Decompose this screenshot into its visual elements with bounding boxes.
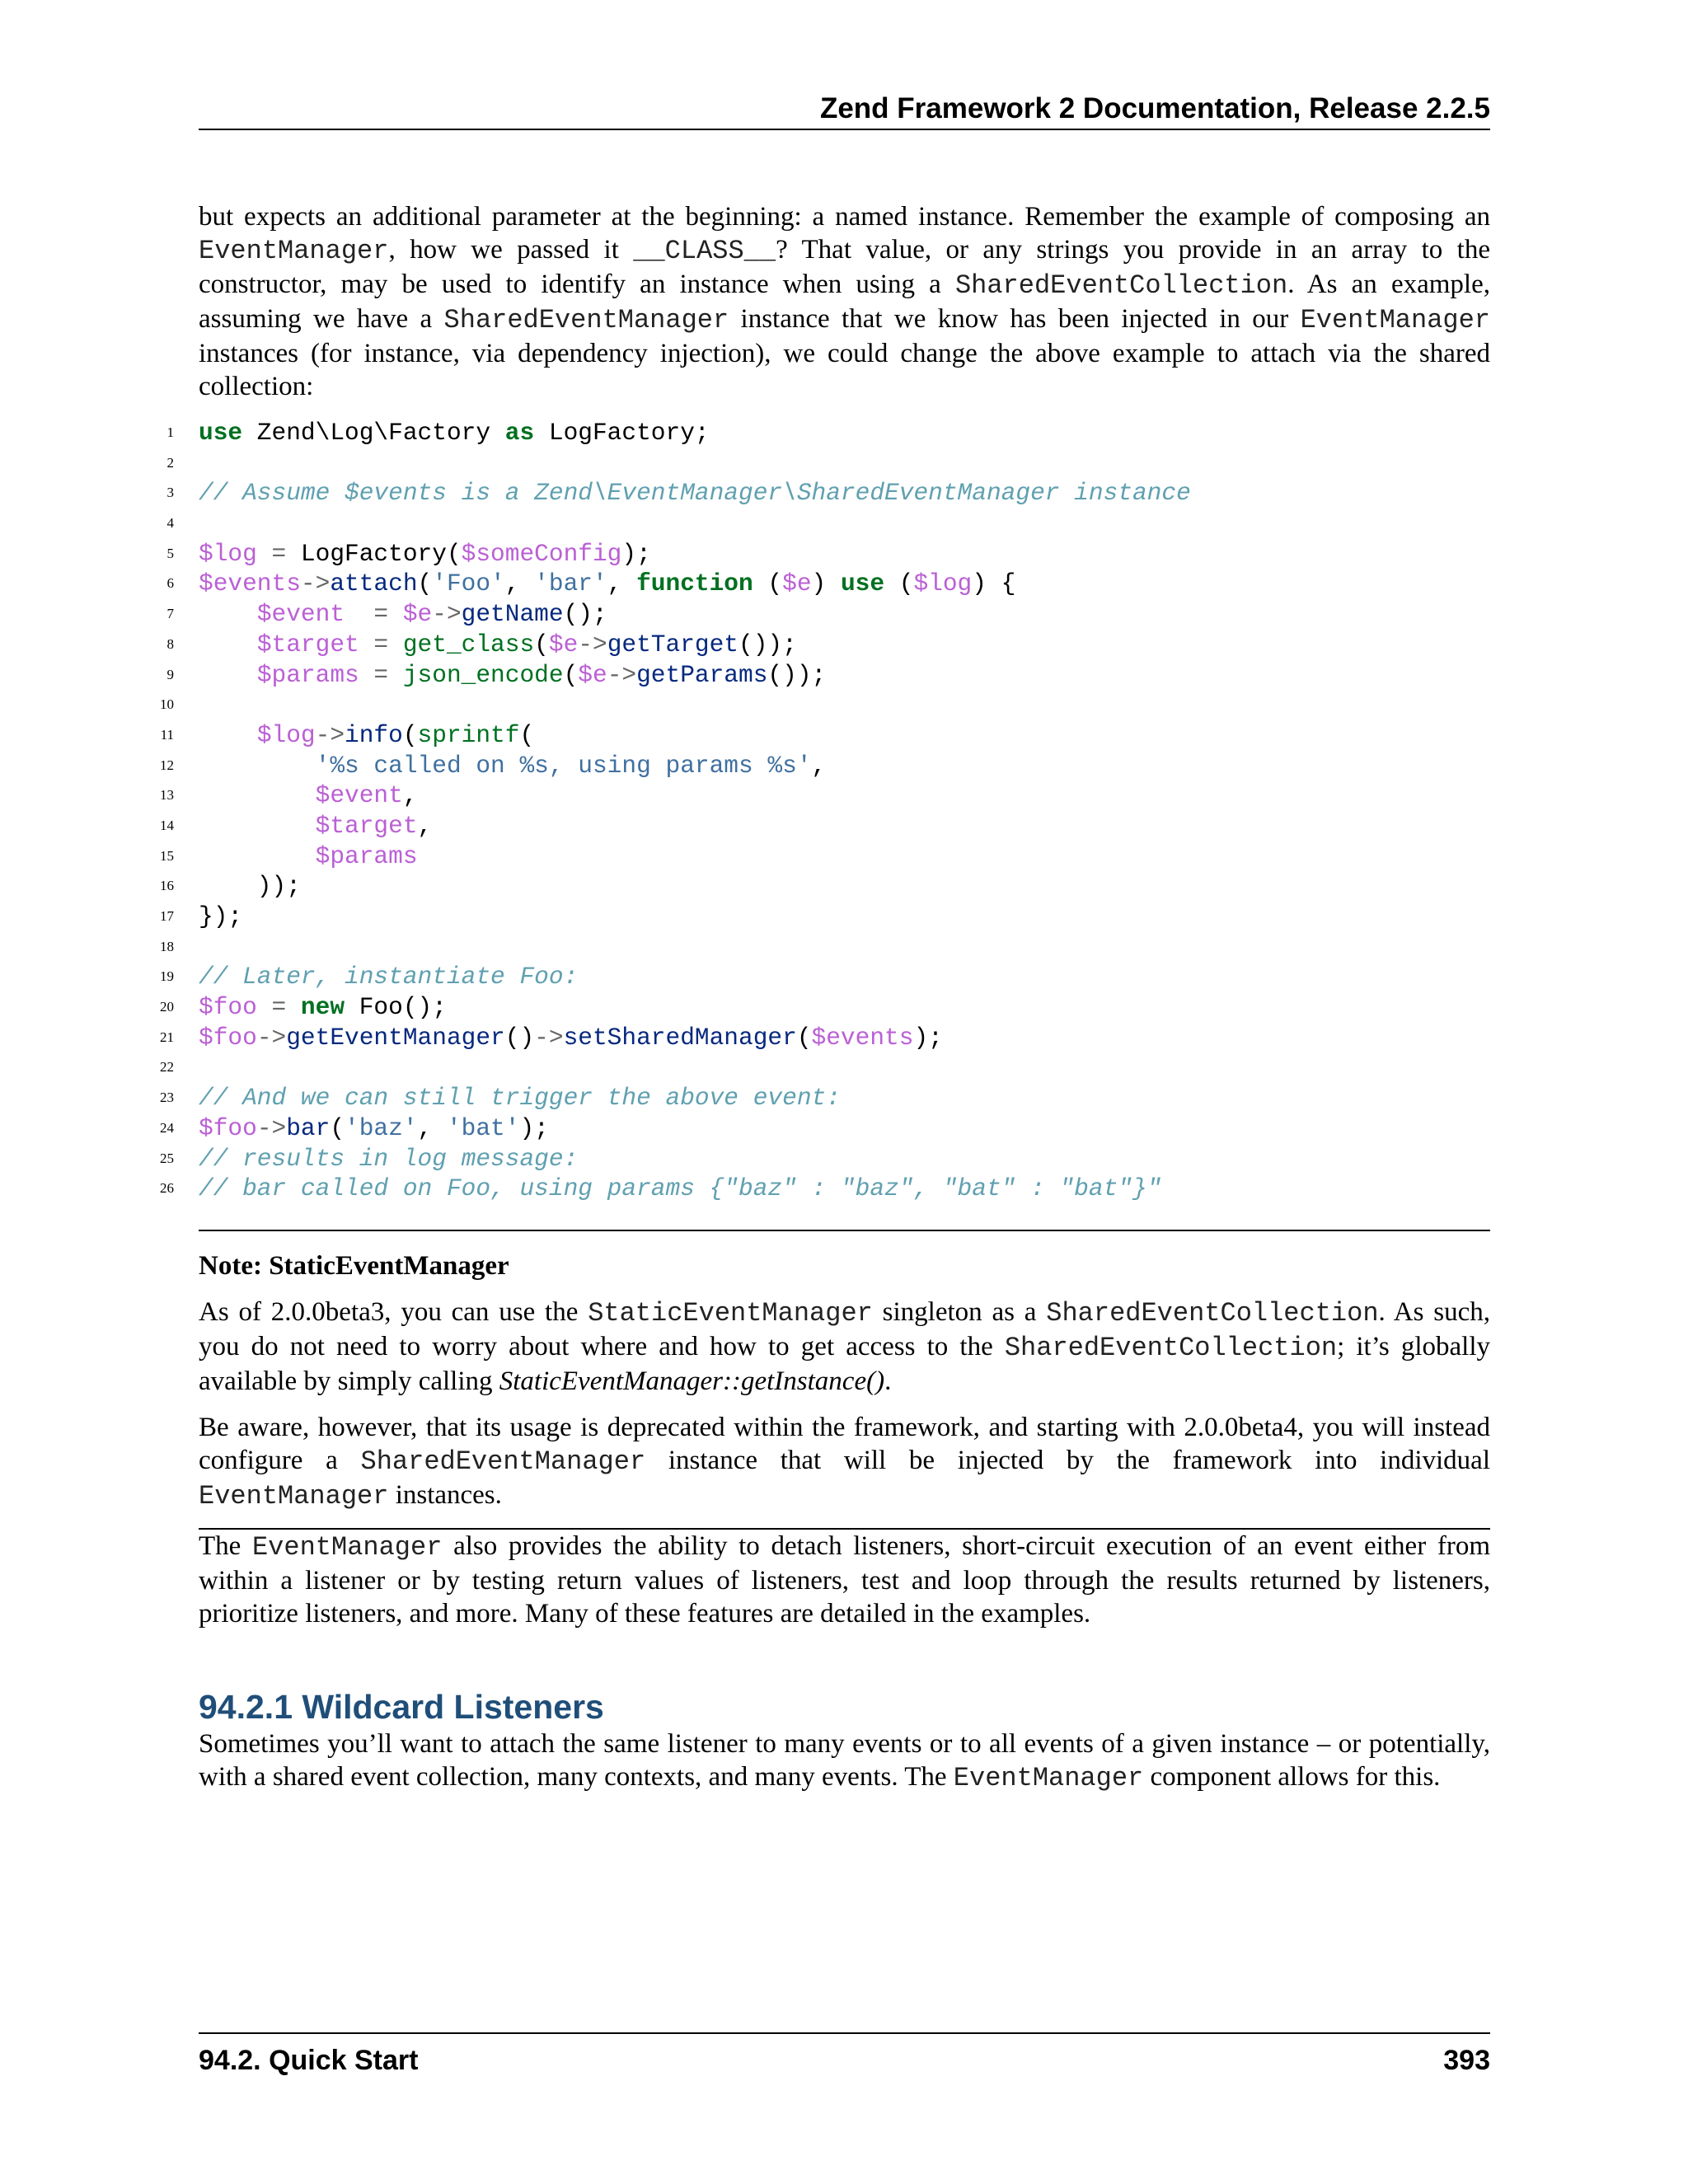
page-body — [160, 200, 1490, 1795]
line-number: 16 — [160, 878, 174, 894]
code-token: $event — [256, 600, 345, 629]
code-token: getEventManager — [286, 1023, 505, 1052]
text-run: Sometimes you’ll want to attach the same listener to many events or to all events of a given instance – or potentially, with a shared event collection, many contexts, and many events. The — [199, 1728, 1490, 1792]
code-token: ()); — [738, 630, 797, 658]
code-token: = — [359, 660, 403, 689]
line-number: 19 — [160, 968, 174, 985]
code-token: 'bar' — [534, 569, 607, 598]
code-token: setSharedManager — [563, 1023, 797, 1052]
code-token: bar — [286, 1113, 331, 1142]
code-token: , — [504, 569, 535, 598]
code-token: )); — [199, 872, 301, 901]
text-run: component allows for this. — [1143, 1761, 1441, 1792]
line-number: 3 — [166, 485, 174, 501]
line-number: 24 — [160, 1119, 174, 1136]
code-token: ); — [913, 1023, 943, 1052]
code-token: , — [417, 1113, 447, 1142]
section-heading: 94.2.1 Wildcard Listeners — [199, 1687, 604, 1726]
inline-code: SharedEventManager — [443, 305, 729, 335]
inline-code: SharedEventCollection — [1004, 1332, 1338, 1363]
text-run: instance that we know has been injected in our — [729, 304, 1301, 334]
line-number: 5 — [166, 545, 174, 561]
inline-code: SharedEventCollection — [954, 270, 1288, 301]
code-line — [166, 630, 1490, 660]
code-token: $params — [315, 841, 418, 870]
code-line — [166, 539, 1490, 569]
intro-paragraph — [199, 200, 1490, 403]
code-token: as — [504, 419, 535, 447]
code-line — [160, 871, 1490, 902]
code-line — [160, 932, 1490, 963]
inline-code: EventManager — [199, 1480, 389, 1511]
text-run: Be aware, however, that its usage is deprecated within the framework, and starting with 2.0.0beta4, you will instead configure a — [199, 1412, 1490, 1475]
code-line — [166, 599, 1490, 630]
code-token: $foo — [199, 1113, 257, 1142]
code-line — [160, 962, 1490, 992]
footer-section: 94.2. Quick Start — [199, 2045, 419, 2076]
code-token: $events — [199, 569, 301, 598]
note-box — [199, 1230, 1490, 1530]
note-paragraph — [199, 1411, 1490, 1513]
inline-code: EventManager — [1300, 305, 1490, 335]
code-token: ()); — [767, 660, 827, 689]
code-comment: // Later, instantiate Foo: — [199, 963, 579, 991]
code-token: = — [359, 630, 403, 658]
code-line — [166, 448, 1490, 479]
code-token: $params — [256, 660, 359, 689]
code-token: -> — [315, 720, 345, 749]
code-token: attach — [330, 569, 418, 598]
note-paragraph — [199, 1296, 1490, 1398]
note-title: Note: StaticEventManager — [199, 1250, 509, 1281]
line-number: 15 — [160, 847, 174, 864]
code-token — [199, 812, 316, 840]
code-line — [160, 1083, 1490, 1113]
code-token: -> — [432, 600, 462, 629]
text-run: As of 2.0.0beta3, you can use the — [199, 1296, 588, 1327]
line-number: 9 — [166, 666, 174, 682]
line-number: 8 — [166, 635, 174, 652]
line-number: 25 — [160, 1150, 174, 1166]
text-run: also provides the ability to detach listeners, short-circuit execution of an event either from within a listener or by testing return values of listeners, test and loop through the results returned by listeners, prioritize listeners, and more. Many of these features are detailed in the examples. — [199, 1530, 1490, 1629]
code-token: $e — [548, 630, 579, 658]
code-token: = — [256, 539, 301, 568]
code-token: function — [636, 569, 753, 598]
code-token: ) { — [972, 569, 1016, 598]
code-token: $event — [315, 781, 403, 810]
code-line — [160, 1023, 1490, 1053]
code-token: 'baz' — [345, 1113, 418, 1142]
code-token: getParams — [636, 660, 768, 689]
code-token: ( — [417, 569, 433, 598]
code-token: $target — [315, 811, 418, 840]
code-token: ( — [753, 569, 783, 598]
code-token: }); — [199, 902, 243, 930]
code-token: $foo — [199, 1023, 257, 1052]
code-token: ( — [563, 660, 579, 689]
code-token: $log — [199, 539, 257, 568]
code-token: , — [402, 781, 418, 810]
code-token: (); — [563, 600, 607, 629]
code-line — [160, 841, 1490, 872]
code-token: $log — [913, 569, 973, 598]
code-token: = — [345, 600, 403, 629]
code-line — [160, 902, 1490, 932]
code-token: $e — [578, 660, 607, 689]
code-token: ); — [519, 1113, 549, 1142]
code-token: sprintf — [417, 720, 520, 749]
body-paragraph — [199, 1727, 1490, 1795]
code-token: ); — [621, 539, 651, 568]
code-token: 'bat' — [446, 1113, 520, 1142]
code-line — [166, 418, 1490, 448]
code-token: ( — [796, 1023, 812, 1052]
code-comment: // bar called on Foo, using params {"baz" : "baz", "bat" : "bat"}" — [199, 1174, 1162, 1203]
code-token: , — [417, 811, 433, 840]
running-header: Zend Framework 2 Documentation, Release 2.2.5 — [199, 91, 1490, 130]
code-line — [166, 569, 1490, 599]
code-token: () — [504, 1023, 535, 1052]
body-paragraph — [199, 1530, 1490, 1630]
inline-code: SharedEventManager — [360, 1446, 646, 1477]
code-line — [160, 1052, 1490, 1083]
code-token — [199, 600, 257, 628]
code-comment: // Assume $events is a Zend\EventManager\SharedEventManager instance — [199, 479, 1191, 508]
code-token: , — [607, 569, 637, 598]
code-token — [199, 752, 316, 780]
text-run: . As an example, assuming we have a — [199, 269, 1490, 334]
text-run: instances. — [388, 1479, 502, 1510]
line-number: 7 — [166, 606, 174, 622]
code-line — [166, 478, 1490, 509]
code-token: use — [199, 419, 243, 447]
text-run: instance that will be injected by the framework into individual — [645, 1445, 1490, 1475]
code-line — [160, 811, 1490, 841]
line-number: 12 — [160, 757, 174, 773]
code-token: $events — [811, 1023, 914, 1052]
code-token — [199, 721, 257, 749]
code-token: Zend\Log\Factory — [242, 419, 505, 447]
line-number: 6 — [166, 575, 174, 592]
code-token: -> — [256, 1113, 287, 1142]
code-line — [160, 690, 1490, 720]
line-number: 22 — [160, 1059, 174, 1076]
code-token: $e — [782, 569, 812, 598]
code-comment: // results in log message: — [199, 1144, 579, 1173]
line-number: 23 — [160, 1090, 174, 1106]
code-token: $log — [256, 720, 316, 749]
code-token — [199, 781, 316, 809]
code-token: LogFactory( — [300, 539, 462, 568]
code-token: $e — [402, 600, 433, 629]
inline-code: EventManager — [953, 1762, 1144, 1793]
code-line — [160, 1174, 1490, 1204]
line-number: 10 — [160, 696, 174, 713]
inline-code: SharedEventCollection — [1046, 1297, 1379, 1329]
code-line — [160, 992, 1490, 1023]
inline-code: EventManager — [251, 1531, 443, 1563]
code-token: info — [345, 720, 403, 749]
code-line — [166, 660, 1490, 691]
line-number: 26 — [160, 1180, 174, 1197]
code-token: $target — [256, 630, 359, 658]
text-run: ; it’s globally available by simply calling — [199, 1331, 1490, 1396]
line-number: 4 — [166, 515, 174, 532]
code-line — [160, 780, 1490, 811]
text-run: instances (for instance, via dependency injection), we could change the above example to attach via the shared collection: — [199, 339, 1490, 401]
code-token: new — [300, 993, 345, 1022]
code-comment: // And we can still trigger the above event: — [199, 1084, 841, 1113]
code-token: ( — [519, 720, 535, 749]
code-token: ( — [534, 630, 549, 658]
text-run: but expects an additional parameter at the beginning: a named instance. Remember the example of composing an — [199, 202, 1490, 232]
text-run: The — [199, 1530, 252, 1561]
emphasis-text: StaticEventManager::getInstance() — [499, 1366, 885, 1396]
code-line — [160, 751, 1490, 781]
line-number: 20 — [160, 999, 174, 1015]
code-token: = — [256, 993, 301, 1022]
code-line — [160, 720, 1490, 751]
code-token: use — [840, 569, 885, 598]
code-token: Foo(); — [345, 993, 447, 1022]
code-token: LogFactory; — [534, 419, 710, 447]
code-token: ) — [811, 569, 841, 598]
text-run: . As such, you do not need to worry about where and how to get access to the — [199, 1296, 1490, 1361]
code-token: get_class — [402, 630, 535, 658]
code-line — [166, 509, 1490, 539]
text-run: , how we passed it — [388, 235, 634, 265]
line-number: 17 — [160, 908, 174, 924]
code-token — [199, 842, 316, 870]
code-token: $foo — [199, 993, 257, 1022]
code-token: , — [811, 751, 827, 780]
code-token: -> — [256, 1023, 287, 1052]
code-token: getName — [461, 600, 564, 629]
code-line — [160, 1113, 1490, 1144]
line-number: 1 — [166, 424, 174, 440]
line-number: 18 — [160, 938, 174, 954]
inline-code: StaticEventManager — [588, 1297, 873, 1329]
text-run: singleton as a — [872, 1296, 1047, 1327]
text-run: ? That value, or any strings you provide in an array to the constructor, may be used to identify an instance when using a — [199, 235, 1490, 299]
inline-code: EventManager — [199, 236, 389, 266]
code-token: -> — [300, 569, 331, 598]
code-token: ( — [330, 1113, 345, 1142]
code-token: -> — [578, 630, 607, 658]
code-token: $someConfig — [461, 539, 622, 568]
code-token: ( — [884, 569, 914, 598]
line-number: 14 — [160, 817, 174, 833]
code-token: '%s called on %s, using params %s' — [315, 751, 812, 780]
code-token: -> — [534, 1023, 564, 1052]
line-number: 13 — [160, 787, 174, 804]
line-number: 21 — [160, 1029, 174, 1045]
inline-code: __CLASS__ — [633, 236, 776, 266]
code-token: 'Foo' — [432, 569, 505, 598]
running-footer — [199, 2032, 1490, 2077]
text-run: . — [884, 1366, 892, 1396]
code-token: ( — [402, 720, 418, 749]
code-token — [199, 661, 257, 689]
code-line — [160, 1144, 1490, 1174]
line-number: 2 — [166, 454, 174, 471]
code-token — [199, 630, 257, 658]
code-token: getTarget — [607, 630, 739, 658]
code-token: json_encode — [402, 660, 564, 689]
code-listing — [160, 418, 1490, 1204]
line-number: 11 — [160, 726, 174, 743]
page-number: 393 — [1443, 2045, 1490, 2076]
code-token: -> — [607, 660, 637, 689]
